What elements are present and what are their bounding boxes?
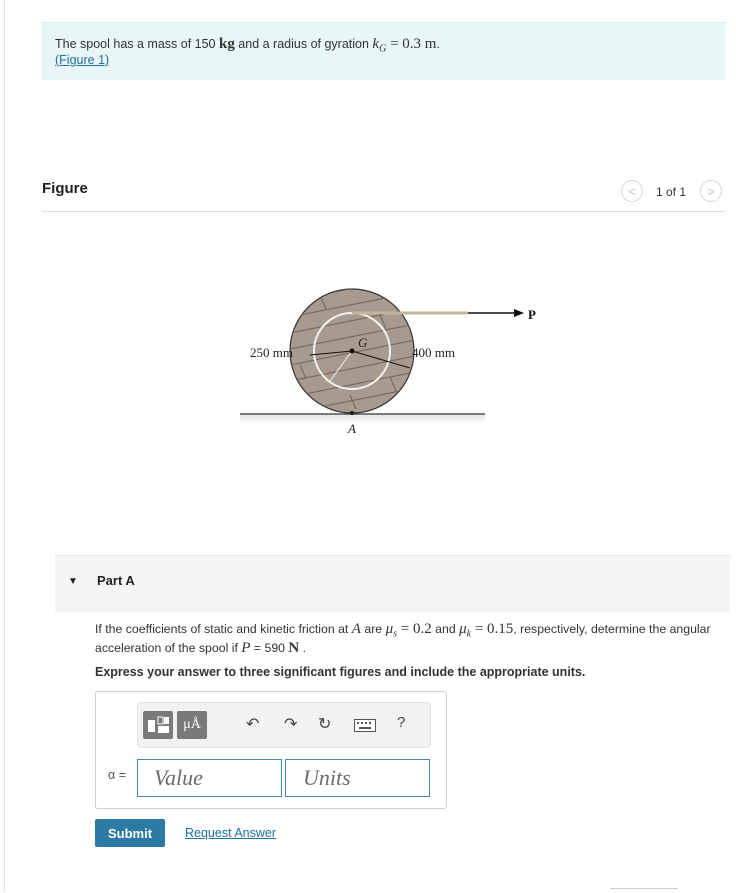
figure-title: Figure <box>42 180 88 197</box>
kg-value: = 0.3 m <box>386 36 437 52</box>
figure-divider <box>42 211 725 212</box>
part-a-label: Part A <box>97 573 135 588</box>
reset-icon[interactable]: ↻ <box>318 716 332 733</box>
force-value: = 590 <box>250 641 289 656</box>
q-mid: , respectively, determine the angular acceleration of the spool if <box>95 622 711 656</box>
q-end: . <box>299 641 307 656</box>
page-left-border <box>4 0 5 892</box>
mu-k-value: = 0.15 <box>471 621 514 637</box>
center-label: G <box>358 335 368 350</box>
q-and: and <box>431 622 460 636</box>
center-point <box>350 349 355 354</box>
alpha-label: α = <box>108 768 126 782</box>
figure-pager: 1 of 1 <box>656 185 687 199</box>
figure-link[interactable]: (Figure 1) <box>55 53 110 67</box>
bottom-edge-tab <box>610 888 678 893</box>
mu-s-symbol: μ <box>385 621 394 637</box>
instruction-text: Express your answer to three significant figures and include the appropriate units. <box>95 665 586 679</box>
mu-angstrom-icon: μÅ <box>183 717 201 732</box>
question-text <box>95 622 725 656</box>
q-prefix: If the coefficients of static and kinetic friction at <box>95 622 352 636</box>
math-toolbar <box>137 702 431 748</box>
force-arrow-head <box>514 309 524 317</box>
q-point: A <box>351 621 361 637</box>
undo-icon[interactable]: ↶ <box>246 716 260 733</box>
chevron-right-icon: > <box>707 183 715 199</box>
outer-radius-label: 400 mm <box>412 345 455 360</box>
force-unit: N <box>288 640 300 657</box>
submit-button[interactable]: Submit <box>95 819 165 847</box>
next-figure-button[interactable] <box>700 180 722 202</box>
mu-k-symbol: μ <box>459 621 467 637</box>
symbols-button[interactable] <box>177 711 207 739</box>
units-input[interactable] <box>285 759 430 797</box>
templates-button[interactable] <box>143 711 173 739</box>
intro-text <box>55 36 440 55</box>
redo-icon[interactable]: ↷ <box>284 716 298 733</box>
answer-box <box>95 691 447 809</box>
force-label: P <box>528 307 536 322</box>
part-a-header[interactable] <box>55 555 730 612</box>
force-symbol: P <box>241 640 251 657</box>
templates-icon <box>143 711 173 739</box>
contact-point <box>350 411 354 415</box>
value-input[interactable] <box>137 759 282 797</box>
q-are: are <box>360 622 386 636</box>
keyboard-icon[interactable] <box>354 719 376 732</box>
request-answer-link[interactable]: Request Answer <box>185 826 277 840</box>
mass-unit: kg <box>218 36 235 52</box>
chevron-left-icon: < <box>628 183 636 199</box>
problem-intro <box>42 22 725 80</box>
collapse-triangle-icon[interactable]: ▼ <box>68 576 78 587</box>
ground-shading <box>240 414 485 424</box>
inner-radius-label: 250 mm <box>250 345 293 360</box>
intro-text-mid: and a radius of gyration <box>234 37 373 51</box>
kg-subscript: G <box>379 43 387 55</box>
prev-figure-button[interactable] <box>621 180 643 202</box>
mu-s-subscript: s <box>393 628 397 640</box>
kg-symbol: k <box>372 36 380 52</box>
spool-figure <box>230 285 550 445</box>
mu-s-value: = 0.2 <box>397 621 432 637</box>
intro-text-start: The spool has a mass of 150 <box>55 37 219 51</box>
help-icon[interactable]: ? <box>397 714 406 731</box>
intro-text-end: . <box>436 37 440 51</box>
contact-label: A <box>348 421 356 436</box>
mu-k-subscript: k <box>466 628 472 640</box>
